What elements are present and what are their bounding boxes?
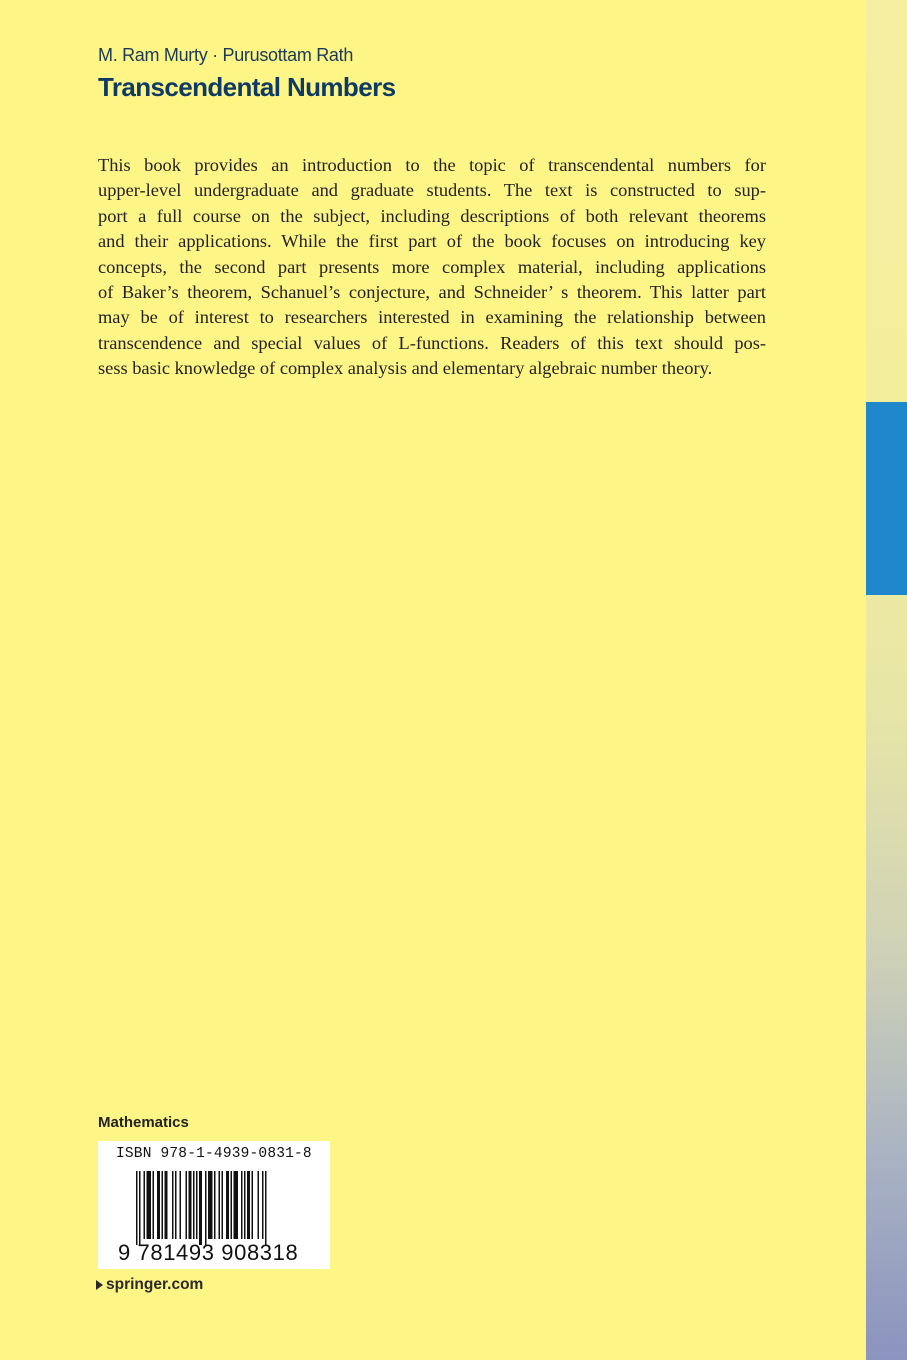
spine-color-band bbox=[866, 402, 907, 595]
isbn-number: ISBN 978-1-4939-0831-8 bbox=[116, 1146, 312, 1162]
isbn-barcode bbox=[98, 1141, 330, 1269]
description-line: transcendence and special values of L-functions. Readers of this text should pos- bbox=[98, 332, 766, 353]
description-line: port a full course on the subject, including descriptions of both relevant theorems bbox=[98, 205, 766, 226]
barcode-digits: 9 781493 908318 bbox=[118, 1240, 299, 1265]
spine-edge bbox=[866, 0, 907, 1360]
description-line: of Baker’s theorem, Schanuel’s conjecture, and Schneider’ s theorem. This latter part bbox=[98, 281, 766, 302]
authors: M. Ram Murty · Purusottam Rath bbox=[98, 45, 354, 65]
description-line: sess basic knowledge of complex analysis and elementary algebraic number theory. bbox=[98, 358, 713, 379]
description-line: upper-level undergraduate and graduate students. The text is constructed to sup- bbox=[98, 180, 766, 201]
book-title: Transcendental Numbers bbox=[98, 72, 396, 102]
book-description bbox=[98, 153, 766, 382]
description-line: This book provides an introduction to the topic of transcendental numbers for bbox=[98, 155, 766, 175]
subject-category: Mathematics bbox=[98, 1114, 189, 1131]
publisher-link-label: springer.com bbox=[106, 1276, 204, 1293]
description-line: may be of interest to researchers interested in examining the relationship between bbox=[98, 307, 766, 328]
arrow-right-icon bbox=[96, 1280, 103, 1290]
publisher-link[interactable] bbox=[96, 1276, 203, 1294]
description-line: and their applications. While the first part of the book focuses on introducing key bbox=[98, 231, 766, 252]
description-line: concepts, the second part presents more complex material, including applications bbox=[98, 256, 766, 277]
